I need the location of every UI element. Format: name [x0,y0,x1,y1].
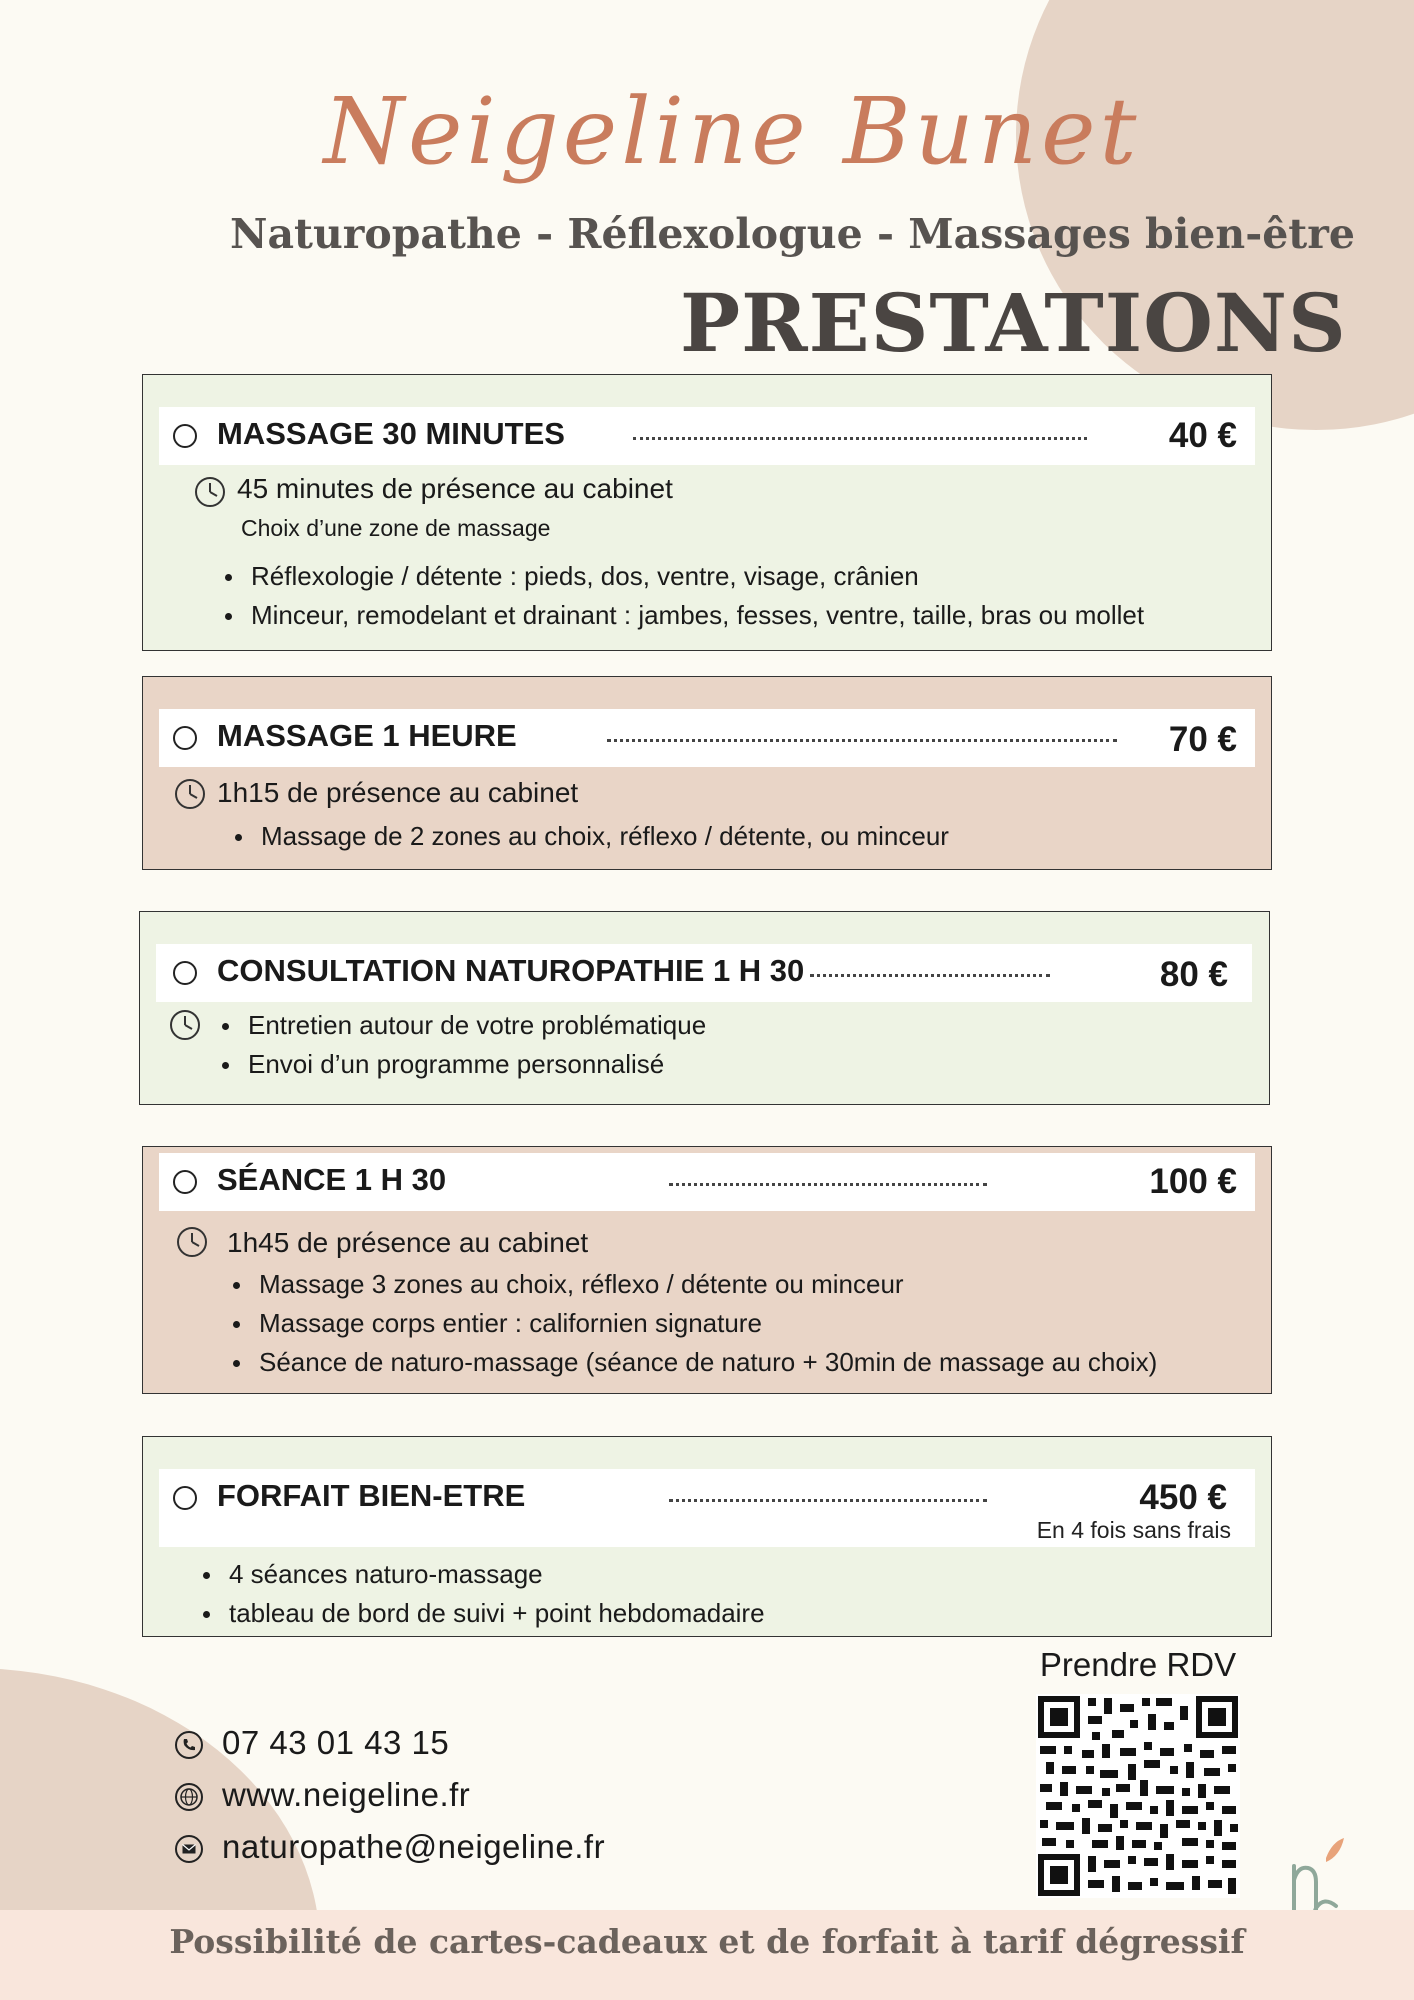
list-item: Réflexologie / détente : pieds, dos, ventre, visage, crânien [219,557,1144,596]
dotted-leader [607,739,1117,742]
service-bullet-list [216,1006,706,1084]
list-item: Massage corps entier : californien signature [227,1304,1157,1343]
service-title-bar [159,1469,1255,1547]
list-item: Massage de 2 zones au choix, réflexo / détente, ou minceur [229,817,949,856]
brand-subtitle: Naturopathe - Réflexologue - Massages bien-être [230,210,1355,258]
clock-icon [173,777,207,811]
clock-icon [175,1225,209,1259]
service-title-bar [159,1153,1255,1211]
service-title-bar [159,709,1255,767]
service-bullet-list [197,1555,765,1633]
radio-circle-icon[interactable] [173,1170,197,1194]
radio-circle-icon[interactable] [173,1486,197,1510]
service-price: 100 € [1149,1162,1237,1201]
list-item: Envoi d’un programme personnalisé [216,1045,706,1084]
service-card-seance [142,1146,1272,1394]
service-note: Choix d’une zone de massage [241,515,551,541]
service-card-massage-30 [142,374,1272,651]
service-title: SÉANCE 1 H 30 [217,1162,447,1197]
list-item: tableau de bord de suivi + point hebdomadaire [197,1594,765,1633]
dotted-leader [633,437,1087,440]
service-title: FORFAIT BIEN-ETRE [217,1478,526,1513]
service-card-massage-1h [142,676,1272,870]
email-icon [174,1834,204,1864]
service-bullet-list [219,557,1144,635]
radio-circle-icon[interactable] [173,726,197,750]
radio-circle-icon[interactable] [173,424,197,448]
clock-icon [168,1008,202,1042]
service-price: 450 € [1139,1478,1227,1517]
service-card-forfait [142,1436,1272,1637]
list-item: Massage 3 zones au choix, réflexo / détente ou minceur [227,1265,1157,1304]
list-item: Séance de naturo-massage (séance de naturo + 30min de massage au choix) [227,1343,1157,1382]
list-item: 4 séances naturo-massage [197,1555,765,1594]
service-price: 70 € [1168,720,1237,759]
service-title-bar [159,407,1255,465]
service-bullet-list [227,1265,1157,1382]
contact-website[interactable]: www.neigeline.fr [222,1776,471,1813]
phone-icon [174,1730,204,1760]
service-title: CONSULTATION NATUROPATHIE 1 H 30 [217,953,805,988]
service-duration: 1h15 de présence au cabinet [217,777,579,808]
list-item: Minceur, remodelant et drainant : jambes, fesses, ventre, taille, bras ou mollet [219,596,1144,635]
dotted-leader [810,974,1050,977]
clock-icon [193,475,227,509]
booking-label: Prendre RDV [1039,1646,1237,1683]
list-item: Entretien autour de votre problématique [216,1006,706,1045]
contact-phone[interactable]: 07 43 01 43 15 [222,1724,450,1761]
service-title: MASSAGE 1 HEURE [217,718,517,753]
service-title-bar [156,944,1252,1002]
service-title: MASSAGE 30 MINUTES [217,416,565,451]
service-price-note: En 4 fois sans frais [1036,1517,1231,1543]
service-bullet-list [229,817,949,856]
radio-circle-icon[interactable] [173,961,197,985]
footer-note: Possibilité de cartes-cadeaux et de forfait à tarif dégressif [169,1922,1245,1961]
service-duration: 45 minutes de présence au cabinet [237,473,673,504]
service-price: 40 € [1168,416,1237,455]
service-duration: 1h45 de présence au cabinet [227,1227,589,1258]
dotted-leader [669,1183,987,1186]
qr-code[interactable] [1036,1694,1240,1898]
dotted-leader [669,1499,987,1502]
service-card-consultation [139,911,1270,1105]
page-title: PRESTATIONS [680,276,1347,370]
contact-email[interactable]: naturopathe@neigeline.fr [222,1828,606,1865]
service-price: 80 € [1159,955,1228,994]
brand-name: Neigeline Bunet [323,78,1141,185]
globe-icon [174,1782,204,1812]
